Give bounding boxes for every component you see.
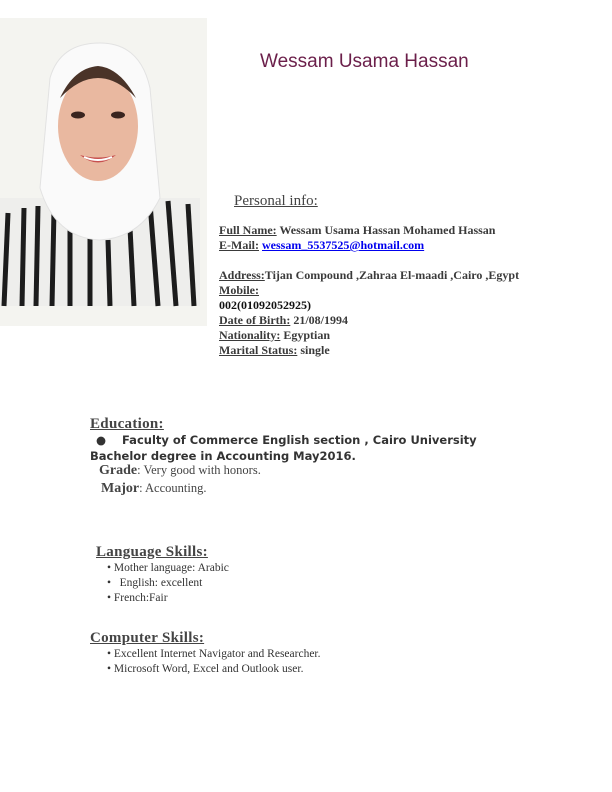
- mobile-row: [219, 283, 259, 298]
- grade-value: : Very good with honors.: [137, 463, 261, 477]
- list-item: • Microsoft Word, Excel and Outlook user.: [107, 663, 304, 675]
- mobile-label: Mobile:: [219, 283, 259, 297]
- grade-label: Grade: [99, 463, 138, 478]
- bullet-icon: ●: [96, 433, 107, 447]
- dob-label: Date of Birth:: [219, 313, 291, 327]
- full-name-row: [219, 223, 495, 238]
- address-label: Address:: [219, 268, 265, 282]
- list-item: • English: excellent: [107, 577, 203, 589]
- computer-skills-heading: Computer Skills:: [90, 630, 205, 646]
- email-link[interactable]: wessam_5537525@hotmail.com: [262, 238, 425, 252]
- nationality-label: Nationality:: [219, 328, 281, 342]
- grade-row: [99, 463, 261, 479]
- computer-item: Excellent Internet Navigator and Researcher.: [113, 648, 321, 660]
- marital-row: [219, 343, 330, 358]
- language-item: Mother language: Arabic: [113, 562, 229, 574]
- computer-item: Microsoft Word, Excel and Outlook user.: [113, 663, 304, 675]
- nationality-value: Egyptian: [283, 328, 331, 342]
- education-heading: Education:: [90, 416, 164, 432]
- language-skills-heading: Language Skills:: [96, 544, 208, 560]
- email-label: E-Mail:: [219, 238, 259, 252]
- marital-label: Marital Status:: [219, 343, 298, 357]
- list-item: • Mother language: Arabic: [107, 562, 229, 574]
- address-value: Tijan Compound ,Zahraa El-maadi ,Cairo ,Egypt: [264, 268, 520, 282]
- mobile-value: 002(01092052925): [219, 298, 311, 312]
- dob-row: [219, 313, 348, 328]
- language-item: English: excellent: [113, 577, 203, 589]
- nationality-row: [219, 328, 330, 343]
- list-item: • Excellent Internet Navigator and Researcher.: [107, 648, 321, 660]
- list-item: • French:Fair: [107, 592, 168, 604]
- candidate-name: Wessam Usama Hassan: [260, 51, 469, 72]
- full-name-value: Wessam Usama Hassan Mohamed Hassan: [279, 223, 496, 237]
- language-item: French:Fair: [113, 592, 168, 604]
- email-row: [219, 238, 424, 253]
- major-label: Major: [101, 481, 140, 496]
- education-degree: [90, 432, 530, 464]
- personal-info-heading: Personal info:: [234, 193, 318, 209]
- marital-value: single: [300, 343, 330, 357]
- profile-photo: [0, 18, 207, 326]
- full-name-label: Full Name:: [219, 223, 277, 237]
- major-value: : Accounting.: [139, 481, 207, 495]
- address-row: [219, 268, 519, 283]
- dob-value: 21/08/1994: [293, 313, 348, 327]
- degree-text: Faculty of Commerce English section , Cairo University Bachelor degree in Accounting May2016.: [90, 433, 477, 463]
- major-row: [101, 481, 206, 497]
